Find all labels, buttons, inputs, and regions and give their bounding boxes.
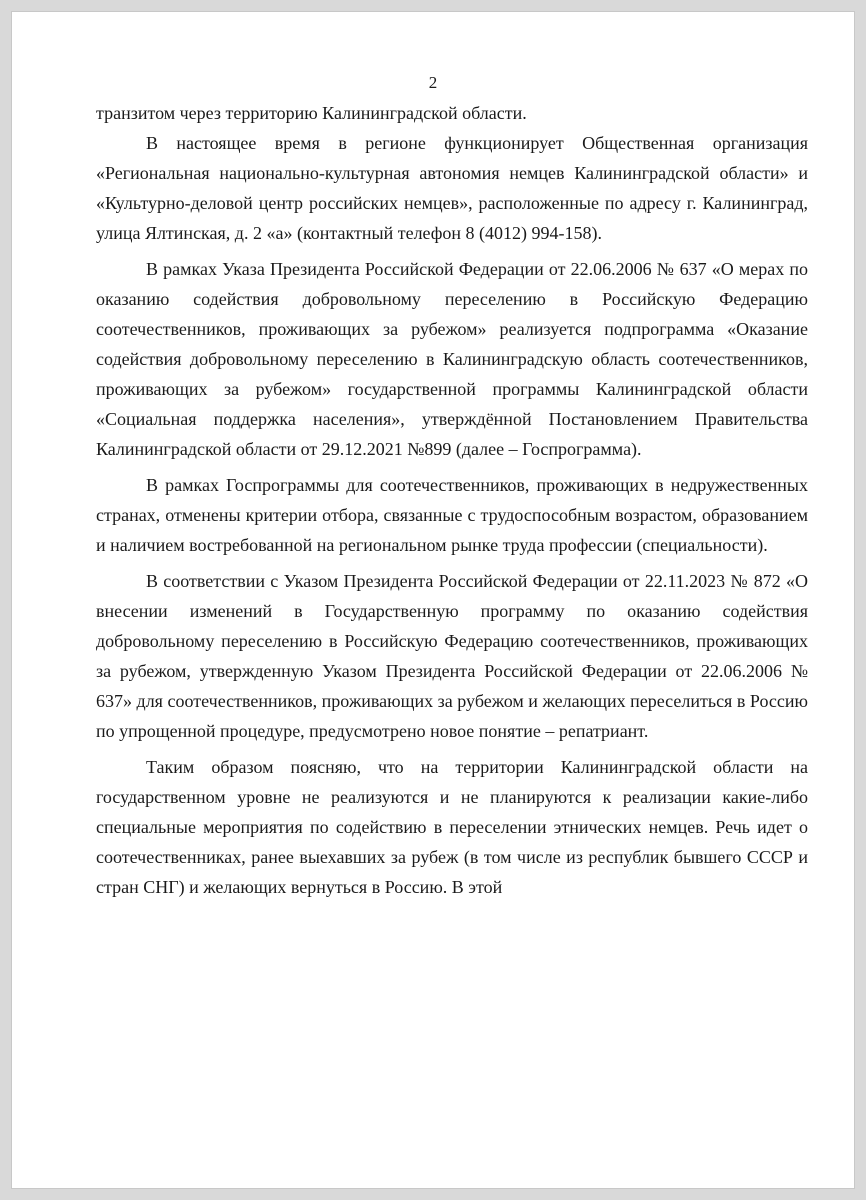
paragraph-repatriant: В соответствии с Указом Президента Российской Федерации от 22.11.2023 № 872 «О внесении изменений в Государственную программу по оказанию содействия добровольному переселению в Российскую Федерацию соотечественников, проживающих за рубежом, утвержденную Указом Президента Российской Федерации от 22.06.2006 № 637» для соотечественников, проживающих за рубежом и желающих переселиться в Россию по упрощенной процедуре, предусмотрено новое понятие – репатриант. [96,571,808,741]
paragraph-unfriendly-countries: В рамках Госпрограммы для соотечественников, проживающих в недружественных странах, отменены критерии отбора, связанные с трудоспособным возрастом, образованием и наличием востребованной на региональном рынке труда профессии (специальности). [96,475,808,555]
page-number: 2 [428,73,438,92]
document-page [12,12,854,1188]
document-body [96,98,808,902]
paragraph-subprogram: В рамках Указа Президента Российской Федерации от 22.06.2006 № 637 «О мерах по оказанию содействия добровольному переселению в Российскую Федерацию соотечественников, проживающих за рубежом» реализуется подпрограмма «Оказание содействия добровольному переселению в Калининградскую область соотечественников, проживающих за рубежом» государственной программы Калининградской области «Социальная поддержка населения», утверждённой Постановлением Правительства Калининградской области от 29.12.2021 №899 (далее – Госпрограмма). [96,259,808,459]
paragraph-organizations: В настоящее время в регионе функционирует Общественная организация «Региональная национально-культурная автономия немцев Калининградской области» и «Культурно-деловой центр российских немцев», расположенные по адресу г. Калининград, улица Ялтинская, д. 2 «а» (контактный телефон 8 (4012) 994-158). [96,133,808,243]
paragraph-conclusion: Таким образом поясняю, что на территории Калининградской области на государственном уровне не реализуются и не планируются к реализации какие-либо специальные мероприятия по содействию в переселении этнических немцев. Речь идет о соотечественниках, ранее выехавших за рубеж (в том числе из республик бывшего СССР и стран СНГ) и желающих вернуться в Россию. В этой [96,757,808,897]
paragraph-continuation: транзитом через территорию Калининградской области. [96,103,527,123]
